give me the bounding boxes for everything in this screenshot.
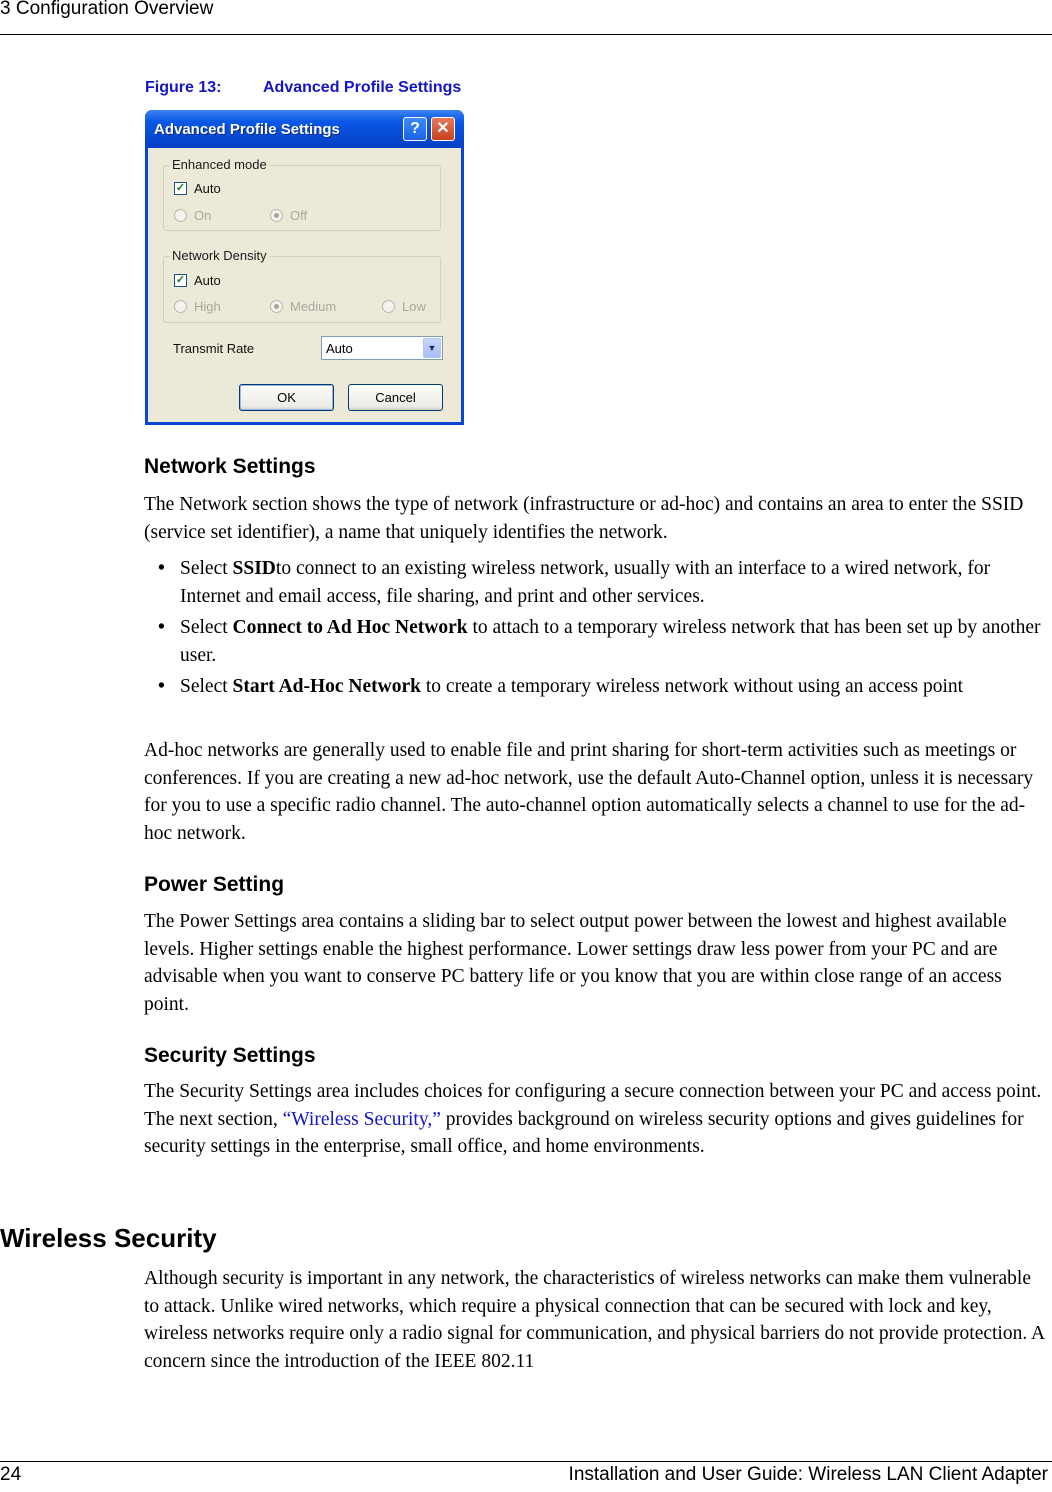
figure-title: Advanced Profile Settings — [263, 79, 462, 96]
running-header: 3 Configuration Overview — [0, 0, 214, 19]
power-setting-heading: Power Setting — [144, 873, 285, 896]
dialog-client-area — [148, 148, 461, 422]
transmit-rate-select[interactable] — [321, 336, 443, 360]
density-low-radio[interactable] — [382, 300, 395, 313]
list-item: • Select SSIDto connect to an existing wireless network, usually with an interface to a wired network, for Internet and email access, file sharing, and print and other services. — [144, 555, 1050, 610]
enhanced-mode-group — [163, 157, 441, 231]
footer-doc-title: Installation and User Guide: Wireless LAN Client Adapter — [568, 1464, 1048, 1485]
security-settings-paragraph: The Security Settings area includes choices for configuring a secure connection between your PC and access point. The next section, “Wireless Security,” provides background on wireless security options and gives guidelines for security settings in the enterprise, small office, and home environments. — [144, 1081, 1042, 1157]
bullet-icon: • — [158, 558, 165, 579]
dialog-title: Advanced Profile Settings — [154, 121, 340, 138]
enhanced-mode-auto-label: Auto — [194, 181, 221, 196]
header-rule — [0, 34, 1052, 35]
enhanced-mode-auto-checkbox[interactable]: ✓ — [175, 182, 186, 194]
adhoc-paragraph: Ad-hoc networks are generally used to enable file and print sharing for short-term activities such as meetings or conferences. If you are creating a new ad-hoc network, use the default Auto-Channel option, unless it is necessary for you to use a specific radio channel. The auto-channel option automatically selects a channel to use for the ad-hoc network. — [144, 740, 1034, 844]
network-options-list — [144, 555, 1050, 705]
help-icon[interactable]: ? — [403, 117, 427, 141]
network-density-auto-checkbox[interactable]: ✓ — [175, 274, 186, 286]
enhanced-mode-off-radio[interactable] — [270, 209, 283, 222]
enhanced-mode-off-label: Off — [290, 208, 308, 223]
ok-button[interactable]: OK — [239, 384, 334, 411]
density-medium-radio[interactable] — [270, 300, 283, 313]
enhanced-mode-label: Enhanced mode — [172, 157, 267, 172]
wireless-security-link[interactable]: “Wireless Security,” — [282, 1108, 441, 1130]
cancel-button[interactable]: Cancel — [348, 384, 443, 411]
density-low-label: Low — [402, 299, 426, 314]
wireless-security-paragraph: Although security is important in any network, the characteristics of wireless networks can make them vulnerable to attack. Unlike wired networks, which require a physical connection that can be secured with lock and key, wireless networks require only a radio signal for communication, and physical barriers do not provide protection. A concern since the introduction of the IEEE 802.11 — [144, 1268, 1045, 1372]
wireless-security-heading: Wireless Security — [0, 1223, 217, 1253]
transmit-rate-label: Transmit Rate — [173, 341, 255, 356]
network-density-group — [163, 248, 441, 323]
network-settings-intro: The Network section shows the type of network (infrastructure or ad-hoc) and contains an area to enter the SSID (service set identifier), a name that uniquely identifies the network. — [144, 494, 1024, 543]
network-settings-heading: Network Settings — [144, 455, 316, 478]
close-icon[interactable]: ✕ — [431, 117, 455, 141]
figure-caption — [145, 79, 461, 97]
page-number: 24 — [0, 1464, 22, 1485]
dialog-titlebar — [145, 110, 464, 148]
density-medium-label: Medium — [290, 299, 337, 314]
density-high-radio[interactable] — [174, 300, 187, 313]
list-item: • Select Connect to Ad Hoc Network to attach to a temporary wireless network that has been set up by another user. — [144, 614, 1050, 669]
network-density-label: Network Density — [172, 248, 267, 263]
transmit-rate-value: Auto — [326, 341, 353, 356]
chevron-down-icon[interactable]: ▼ — [423, 338, 441, 358]
enhanced-mode-on-radio[interactable] — [174, 209, 187, 222]
advanced-profile-settings-dialog — [145, 110, 464, 425]
bullet-icon: • — [158, 617, 165, 638]
list-item: • Select Start Ad-Hoc Network to create a temporary wireless network without using an access point — [144, 673, 1050, 701]
enhanced-mode-on-label: On — [194, 208, 212, 223]
figure-number: Figure 13: — [145, 79, 222, 96]
bullet-icon: • — [158, 676, 165, 697]
network-density-auto-label: Auto — [194, 273, 221, 288]
power-setting-paragraph: The Power Settings area contains a sliding bar to select output power between the lowest and highest available levels. Higher settings enable the highest performance. Lower settings draw less power from your PC and are advisable when you want to conserve PC battery life or you know that you are within close range of an access point. — [144, 911, 1007, 1015]
footer-rule — [0, 1461, 1052, 1462]
density-high-label: High — [194, 299, 221, 314]
security-settings-heading: Security Settings — [144, 1044, 316, 1067]
